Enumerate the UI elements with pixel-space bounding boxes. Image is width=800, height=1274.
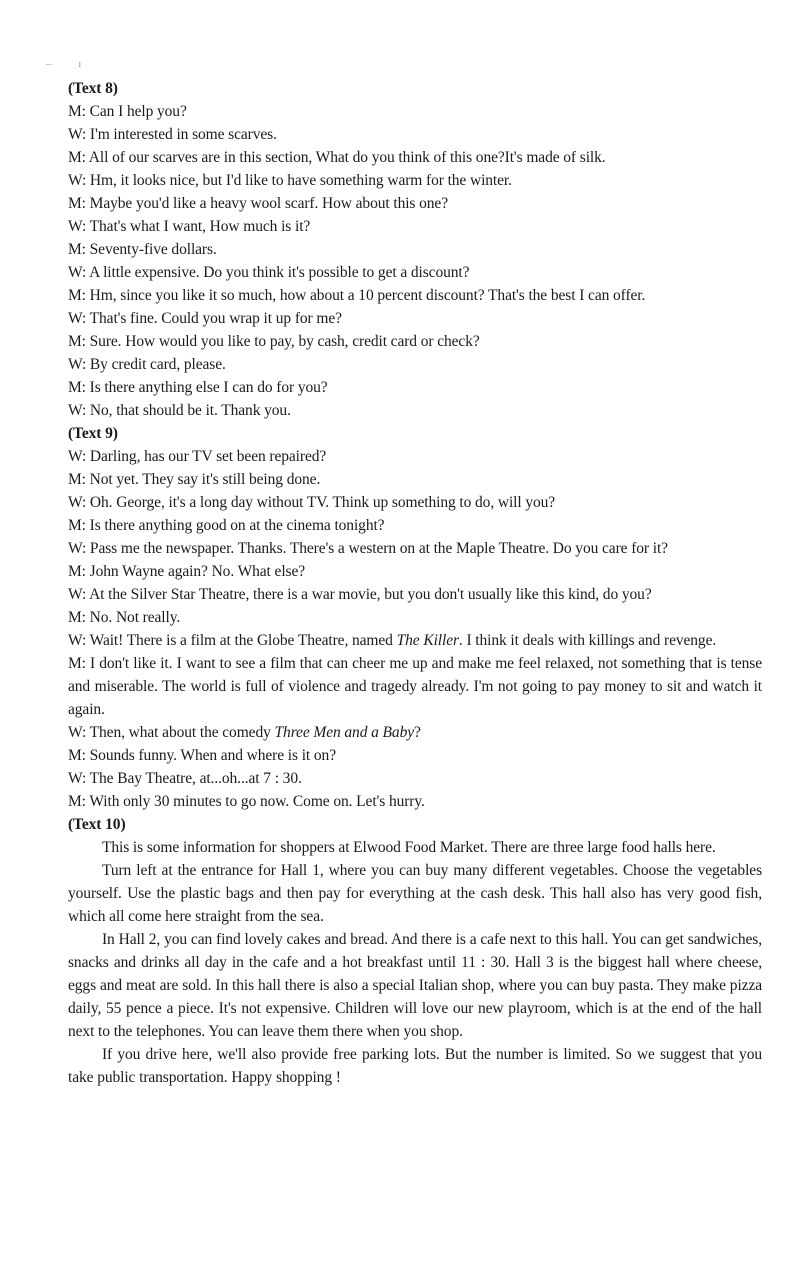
- section-heading: (Text 10): [68, 816, 126, 833]
- italic-title: Three Men and a Baby: [274, 724, 415, 741]
- dialogue-line: W: That's what I want, How much is it?: [68, 218, 311, 235]
- dialogue-line: M: Not yet. They say it's still being done.: [68, 471, 321, 488]
- dialogue-line: [68, 721, 762, 744]
- text-run: W: Then, what about the comedy: [68, 724, 275, 741]
- paragraph: This is some information for shoppers at Elwood Food Market. There are three large food halls here.: [102, 839, 716, 856]
- dialogue-line: W: Darling, has our TV set been repaired?: [68, 448, 327, 465]
- text-run: ?: [414, 724, 421, 741]
- dialogue-line: W: That's fine. Could you wrap it up for me?: [68, 310, 342, 327]
- dialogue-line: W: Hm, it looks nice, but I'd like to have something warm for the winter.: [68, 172, 512, 189]
- dialogue-line: M: Seventy-five dollars.: [68, 241, 217, 258]
- dialogue-line: W: At the Silver Star Theatre, there is a war movie, but you don't usually like this kind, do you?: [68, 586, 652, 603]
- dialogue-line: [68, 629, 762, 652]
- dialogue-line: M: Sure. How would you like to pay, by cash, credit card or check?: [68, 333, 480, 350]
- dialogue-line: M: Maybe you'd like a heavy wool scarf. How about this one?: [68, 195, 448, 212]
- paragraph: If you drive here, we'll also provide free parking lots. But the number is limited. So we suggest that you take public transportation. Happy shopping !: [68, 1046, 762, 1086]
- dialogue-line: W: The Bay Theatre, at...oh...at 7 : 30.: [68, 770, 302, 787]
- paragraph: Turn left at the entrance for Hall 1, where you can buy many different vegetables. Choose the vegetables yourself. Use the plastic bags and then pay for everything at the cash desk. This hall also has very good fish, which all come here straight from the sea.: [68, 862, 762, 925]
- dialogue-line: M: Hm, since you like it so much, how about a 10 percent discount? That's the best I can offer.: [68, 287, 646, 304]
- dialogue-line: W: A little expensive. Do you think it's possible to get a discount?: [68, 264, 470, 281]
- dialogue-line: M: No. Not really.: [68, 609, 181, 626]
- dialogue-line: M: Is there anything else I can do for you?: [68, 379, 328, 396]
- dialogue-line: W: No, that should be it. Thank you.: [68, 402, 291, 419]
- dialogue-line: W: I'm interested in some scarves.: [68, 126, 277, 143]
- dialogue-line: M: All of our scarves are in this section, What do you think of this one?It's made of silk.: [68, 149, 606, 166]
- dialogue-line: W: By credit card, please.: [68, 356, 226, 373]
- text-run: W: Wait! There is a film at the Globe Theatre, named: [68, 632, 397, 649]
- dialogue-line: W: Oh. George, it's a long day without TV. Think up something to do, will you?: [68, 494, 556, 511]
- dialogue-line: W: Pass me the newspaper. Thanks. There's a western on at the Maple Theatre. Do you care for it?: [68, 540, 668, 557]
- dialogue-line: M: With only 30 minutes to go now. Come on. Let's hurry.: [68, 793, 425, 810]
- section-heading: (Text 9): [68, 425, 118, 442]
- section-heading: (Text 8): [68, 80, 118, 97]
- italic-title: The Killer: [396, 632, 459, 649]
- dialogue-line: M: Is there anything good on at the cinema tonight?: [68, 517, 385, 534]
- text-run: . I think it deals with killings and revenge.: [458, 632, 717, 649]
- dialogue-line: M: Sounds funny. When and where is it on?: [68, 747, 336, 764]
- dialogue-line: M: John Wayne again? No. What else?: [68, 563, 306, 580]
- dialogue-line: M: I don't like it. I want to see a film that can cheer me up and make me feel relaxed, not something that is tense and miserable. The world is full of violence and tragedy already. I'm not going to pay money to sit and watch it again.: [68, 655, 762, 718]
- scan-artifact: – ı: [46, 58, 94, 70]
- dialogue-line: M: Can I help you?: [68, 103, 187, 120]
- paragraph: In Hall 2, you can find lovely cakes and bread. And there is a cafe next to this hall. You can get sandwiches, snacks and drinks all day in the cafe and a hot breakfast until 11 : 30. Hall 3 is the biggest hall where cheese, eggs and meat are sold. In this hall there is also a special Italian shop, where you can buy pasta. They make pizza daily, 55 pence a piece. It's not expensive. Children will love our new playroom, which is at the end of the hall next to the telephones. You can leave them there when you shop.: [68, 931, 762, 1040]
